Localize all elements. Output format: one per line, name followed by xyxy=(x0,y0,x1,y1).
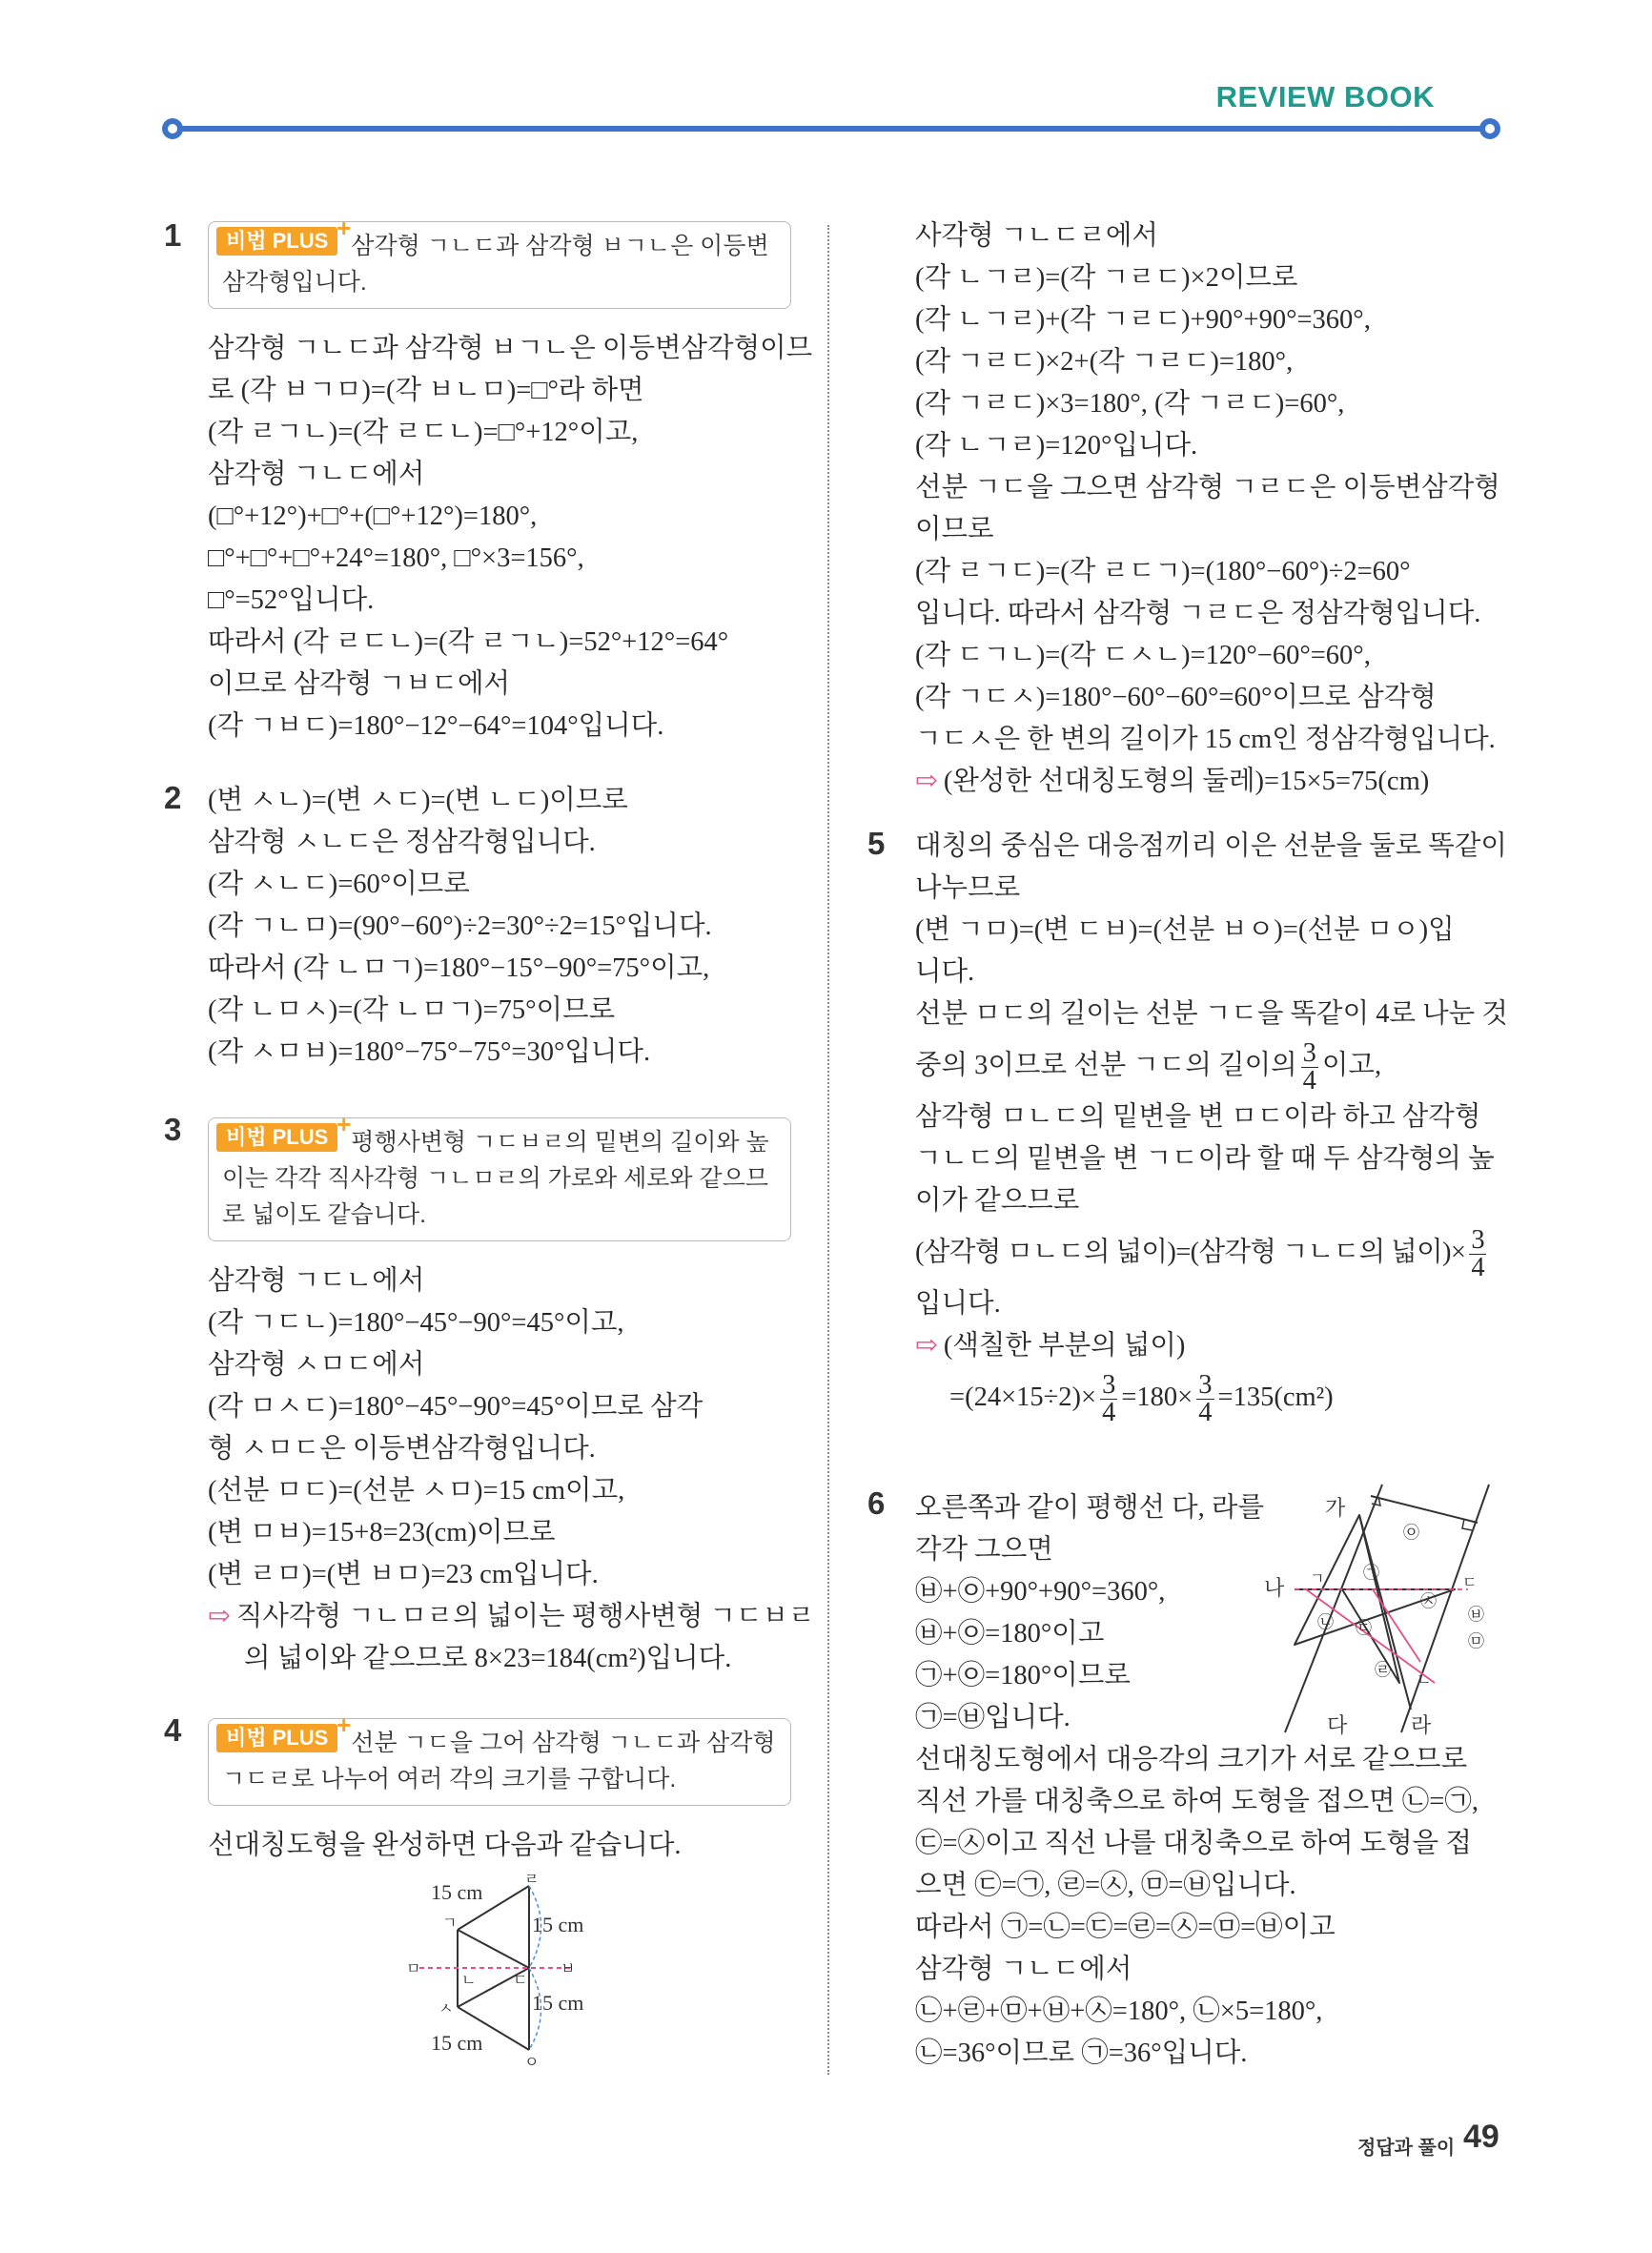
q4-line: (각 ㄷㄱㄴ)=(각 ㄷㅅㄴ)=120°−60°=60°, xyxy=(915,641,1371,670)
q3-conclusion: 직사각형 ㄱㄴㅁㄹ의 넓이는 평행사변형 ㄱㄷㅂㄹ xyxy=(235,1602,815,1631)
q1-line: (□°+12°)+□°+(□°+12°)=180°, xyxy=(208,502,538,531)
header-rule-right-cap xyxy=(1479,118,1500,139)
q6-figure xyxy=(1264,1483,1501,1740)
question-4-number: 4 xyxy=(164,1712,182,1748)
q2-line: (각 ㅅㄴㄷ)=60°이므로 xyxy=(208,870,470,899)
q1-line: □°+□°+□°+24°=180°, □°×3=156°, xyxy=(208,543,584,573)
q5-line: 니다. xyxy=(915,957,975,987)
q2-line: 삼각형 ㅅㄴㄷ은 정삼각형입니다. xyxy=(208,828,596,857)
q3-line: 삼각형 ㅅㅁㄷ에서 xyxy=(208,1350,425,1380)
q2-line: 따라서 (각 ㄴㅁㄱ)=180°−15°−90°=75°이고, xyxy=(208,953,710,983)
q4-vertex-label: ㅁ xyxy=(406,1961,421,1977)
q5-line: 삼각형 ㅁㄴㄷ의 밑변을 변 ㅁㄷ이라 하고 삼각형 xyxy=(915,1102,1481,1132)
q4-line: 입니다. 따라서 삼각형 ㄱㄹㄷ은 정삼각형입니다. xyxy=(915,599,1481,628)
q5-calc-prefix: =(24×15÷2)× xyxy=(949,1383,1097,1412)
fraction-three-quarters: $\frac{3}{4}$ xyxy=(1102,1369,1116,1427)
q5-line: 대칭의 중심은 대응점끼리 이은 선분을 둘로 똑같이 xyxy=(915,831,1507,861)
q3-line: (선분 ㅁㄷ)=(선분 ㅅㅁ)=15 cm이고, xyxy=(208,1476,625,1505)
q6-line: 선대칭도형에서 대응각의 크기가 서로 같으므로 xyxy=(915,1745,1468,1774)
q6-line: ㉥+㉧+90°+90°=360°, xyxy=(915,1577,1166,1607)
q2-line: (각 ㄱㄴㅁ)=(90°−60°)÷2=30°÷2=15°입니다. xyxy=(208,911,712,941)
q6-angle-label: ㉢ xyxy=(1356,1619,1372,1637)
q6-vertex-label: ㄷ xyxy=(1462,1575,1478,1591)
q5-line: 나누므로 xyxy=(915,873,1021,903)
q4-vertex-label: ㄹ xyxy=(524,1872,540,1888)
q6-line-label: 라 xyxy=(1411,1713,1432,1737)
q6-angle-label: ㉠ xyxy=(1363,1564,1379,1582)
q6-line: 따라서 ㉠=㉡=㉢=㉣=㉦=㉤=㉥이고 xyxy=(915,1913,1336,1942)
q4-line: (각 ㄴㄱㄹ)+(각 ㄱㄹㄷ)+90°+90°=360°, xyxy=(915,305,1371,335)
q6-line: 각각 그으면 xyxy=(915,1535,1053,1565)
header-title: REVIEW BOOK xyxy=(1215,80,1435,113)
q6-angle-label: ㉧ xyxy=(1403,1524,1419,1542)
q6-line: 삼각형 ㄱㄴㄷ에서 xyxy=(915,1955,1132,1984)
q1-line: (각 ㄱㅂㄷ)=180°−12°−64°=104°입니다. xyxy=(208,711,664,741)
q6-line: 으면 ㉢=㉠, ㉣=㉦, ㉤=㉥입니다. xyxy=(915,1871,1296,1900)
q6-angle-label: ㉤ xyxy=(1468,1632,1484,1650)
q6-angle-label: ㉡ xyxy=(1317,1613,1334,1631)
q4-vertex-label: ㅂ xyxy=(561,1961,576,1977)
q6-line: ㉠=㉥입니다. xyxy=(915,1703,1071,1732)
q4-vertex-label: ㅇ xyxy=(524,2055,540,2071)
question-4-continued xyxy=(915,215,1499,803)
q1-line: 이므로 삼각형 ㄱㅂㄷ에서 xyxy=(208,669,511,699)
tip-badge: 비법 PLUS + xyxy=(216,1123,337,1152)
q4-line: (각 ㄴㄱㄹ)=120°입니다. xyxy=(915,431,1198,461)
q4-line: (각 ㄱㄷㅅ)=180°−60°−60°=60°이므로 삼각형 xyxy=(915,683,1437,712)
q4-line: ㄱㄷㅅ은 한 변의 길이가 15 cm인 정삼각형입니다. xyxy=(915,725,1496,754)
header-rule xyxy=(170,126,1493,132)
q3-line: (각 ㄱㄷㄴ)=180°−45°−90°=45°이고, xyxy=(208,1308,624,1338)
q4-line: (각 ㄴㄱㄹ)=(각 ㄱㄹㄷ)×2이므로 xyxy=(915,263,1298,293)
q5-line: 선분 ㅁㄷ의 길이는 선분 ㄱㄷ을 똑같이 4로 나눈 것 xyxy=(915,999,1508,1029)
fraction-three-quarters: $\frac{3}{4}$ xyxy=(1302,1037,1316,1096)
q5-line: (변 ㄱㅁ)=(변 ㄷㅂ)=(선분 ㅂㅇ)=(선분 ㅁㅇ)입 xyxy=(915,915,1455,945)
q4-conclusion: (완성한 선대칭도형의 둘레)=15×5=75(cm) xyxy=(943,767,1430,796)
q6-line: ㉠+㉧=180°이므로 xyxy=(915,1661,1131,1690)
q5-calc-mid: =180× xyxy=(1121,1383,1193,1412)
q5-frac-line-suffix: 이고, xyxy=(1321,1051,1382,1080)
q5-conclusion: (색칠한 부분의 넓이) xyxy=(943,1331,1186,1361)
q2-line: (각 ㄴㅁㅅ)=(각 ㄴㅁㄱ)=75°이므로 xyxy=(208,995,616,1025)
arrow-icon: ⇨ xyxy=(915,1331,938,1361)
column-divider xyxy=(827,225,829,2075)
q3-line: 삼각형 ㄱㄷㄴ에서 xyxy=(208,1266,425,1296)
q4-vertex-label: ㄷ xyxy=(513,1973,528,1989)
tip-badge: 비법 PLUS + xyxy=(216,1724,337,1752)
q1-line: (각 ㄹㄱㄴ)=(각 ㄹㄷㄴ)=□°+12°이고, xyxy=(208,418,639,447)
q3-line: (변 ㅁㅂ)=15+8=23(cm)이므로 xyxy=(208,1518,556,1547)
q6-line-label: 가 xyxy=(1325,1496,1346,1520)
q3-line: 형 ㅅㅁㄷ은 이등변삼각형입니다. xyxy=(208,1434,596,1464)
q6-angle-label: ㉣ xyxy=(1375,1661,1391,1679)
q6-angle-label: ㉦ xyxy=(1420,1592,1437,1610)
q6-line-label: 나 xyxy=(1264,1576,1285,1600)
q3-line: (변 ㄹㅁ)=(변 ㅂㅁ)=23 cm입니다. xyxy=(208,1560,599,1589)
q1-line: □°=52°입니다. xyxy=(208,585,375,615)
arrow-icon: ⇨ xyxy=(208,1602,231,1631)
q4-figure xyxy=(400,1871,601,2080)
q4-line: (각 ㄱㄹㄷ)×2+(각 ㄱㄹㄷ)=180°, xyxy=(915,347,1294,377)
question-1-tip-text: 삼각형 ㄱㄴㄷ과 삼각형 ㅂㄱㄴ은 이등변삼각형입니다. xyxy=(222,233,769,296)
question-4-tip xyxy=(208,1718,791,1806)
q5-calc-suffix: =135(cm²) xyxy=(1217,1383,1334,1412)
q1-line: 삼각형 ㄱㄴㄷ과 삼각형 ㅂㄱㄴ은 이등변삼각형이므 xyxy=(208,334,813,363)
q6-cross-line xyxy=(1371,1496,1478,1523)
question-6-number: 6 xyxy=(867,1485,886,1521)
q6-line: ㉡+㉣+㉤+㉥+㉦=180°, ㉡×5=180°, xyxy=(915,1997,1323,2026)
question-2 xyxy=(208,780,791,1074)
q4-length-label: 15 cm xyxy=(532,1913,584,1936)
question-1-number: 1 xyxy=(164,217,182,253)
q1-line: 로 (각 ㅂㄱㅁ)=(각 ㅂㄴㅁ)=□°라 하면 xyxy=(208,376,644,405)
q6-line-label: 다 xyxy=(1327,1713,1348,1737)
q3-line: (각 ㅁㅅㄷ)=180°−45°−90°=45°이므로 삼각 xyxy=(208,1392,704,1422)
q4-vertex-label: ㄱ xyxy=(442,1915,458,1932)
tip-badge: 비법 PLUS + xyxy=(216,227,337,256)
q2-line: (각 ㅅㅁㅂ)=180°−75°−75°=30°입니다. xyxy=(208,1037,651,1067)
q5-line: 이가 같으므로 xyxy=(915,1186,1080,1216)
q4-length-label: 15 cm xyxy=(532,1991,584,2015)
question-3-number: 3 xyxy=(164,1112,182,1147)
q4-vertex-label: ㄴ xyxy=(461,1973,477,1989)
question-1-tip xyxy=(208,221,791,309)
q1-line: 삼각형 ㄱㄴㄷ에서 xyxy=(208,460,425,489)
q6-line: 직선 가를 대칭축으로 하여 도형을 접으면 ㉡=㉠, xyxy=(915,1787,1479,1816)
fraction-three-quarters: $\frac{3}{4}$ xyxy=(1198,1369,1213,1427)
q6-line: ㉥+㉧=180°이고 xyxy=(915,1619,1105,1649)
page-number: 49 xyxy=(1463,2119,1499,2155)
question-3-tip xyxy=(208,1117,791,1241)
q6-angle-label: ㉥ xyxy=(1468,1606,1484,1624)
q6-vertex-label: ㄴ xyxy=(1417,1672,1432,1689)
question-3 xyxy=(208,1117,815,1680)
question-5 xyxy=(915,826,1508,1428)
q6-fold-line xyxy=(1359,1515,1411,1710)
q5-area-after: 입니다. xyxy=(915,1289,1001,1319)
footer-label: 정답과 풀이 xyxy=(1357,2138,1456,2159)
fraction-three-quarters: $\frac{3}{4}$ xyxy=(1471,1224,1485,1282)
q4-line: (각 ㄱㄹㄷ)×3=180°, (각 ㄱㄹㄷ)=60°, xyxy=(915,389,1345,419)
q4-intro: 선대칭도형을 완성하면 다음과 같습니다. xyxy=(208,1831,682,1860)
q2-line: (변 ㅅㄴ)=(변 ㅅㄷ)=(변 ㄴㄷ)이므로 xyxy=(208,786,628,815)
q4-line: 선분 ㄱㄷ을 그으면 삼각형 ㄱㄹㄷ은 이등변삼각형 xyxy=(915,473,1500,502)
question-3-tip-text: 평행사변형 ㄱㄷㅂㄹ의 밑변의 길이와 높이는 각각 직사각형 ㄱㄴㅁㄹ의 가로와 세로와 같으므로 넓이도 같습니다. xyxy=(222,1129,769,1228)
q1-line: 따라서 (각 ㄹㄷㄴ)=(각 ㄹㄱㄴ)=52°+12°=64° xyxy=(208,627,729,657)
question-2-number: 2 xyxy=(164,780,182,815)
q6-vertex-label: ㄱ xyxy=(1310,1571,1325,1587)
arrow-icon: ⇨ xyxy=(915,767,938,796)
q6-line: ㉢=㉦이고 직선 나를 대칭축으로 하여 도형을 접 xyxy=(915,1829,1472,1858)
q4-line: 이므로 xyxy=(915,515,994,544)
q6-line: ㉡=36°이므로 ㉠=36°입니다. xyxy=(915,2038,1248,2068)
q4-vertex-label: ㅅ xyxy=(438,2001,454,2017)
question-4 xyxy=(208,1718,791,1867)
question-1 xyxy=(208,221,813,748)
question-5-number: 5 xyxy=(867,826,886,861)
question-4-tip-text: 선분 ㄱㄷ을 그어 삼각형 ㄱㄴㄷ과 삼각형 ㄱㄷㄹ로 나누어 여러 각의 크기를 구합니다. xyxy=(222,1730,776,1792)
q5-line: ㄱㄴㄷ의 밑변을 변 ㄱㄷ이라 할 때 두 삼각형의 높 xyxy=(915,1144,1495,1174)
q4-length-label: 15 cm xyxy=(431,2031,483,2055)
q5-area-line: (삼각형 ㅁㄴㄷ의 넓이)=(삼각형 ㄱㄴㄷ의 넓이)× xyxy=(915,1238,1466,1267)
q5-frac-line-prefix: 중의 3이므로 선분 ㄱㄷ의 길이의 xyxy=(915,1051,1297,1080)
q6-line: 오른쪽과 같이 평행선 다, 라를 xyxy=(915,1493,1264,1523)
q4-line: (각 ㄹㄱㄷ)=(각 ㄹㄷㄱ)=(180°−60°)÷2=60° xyxy=(915,557,1411,586)
q3-conclusion-cont: 의 넓이와 같으므로 8×23=184(cm²)입니다. xyxy=(244,1644,732,1673)
q4-line: 사각형 ㄱㄴㄷㄹ에서 xyxy=(915,221,1158,251)
q4-length-label: 15 cm xyxy=(431,1880,483,1904)
q4-edge xyxy=(458,1930,529,1968)
header-rule-left-cap xyxy=(162,118,183,139)
